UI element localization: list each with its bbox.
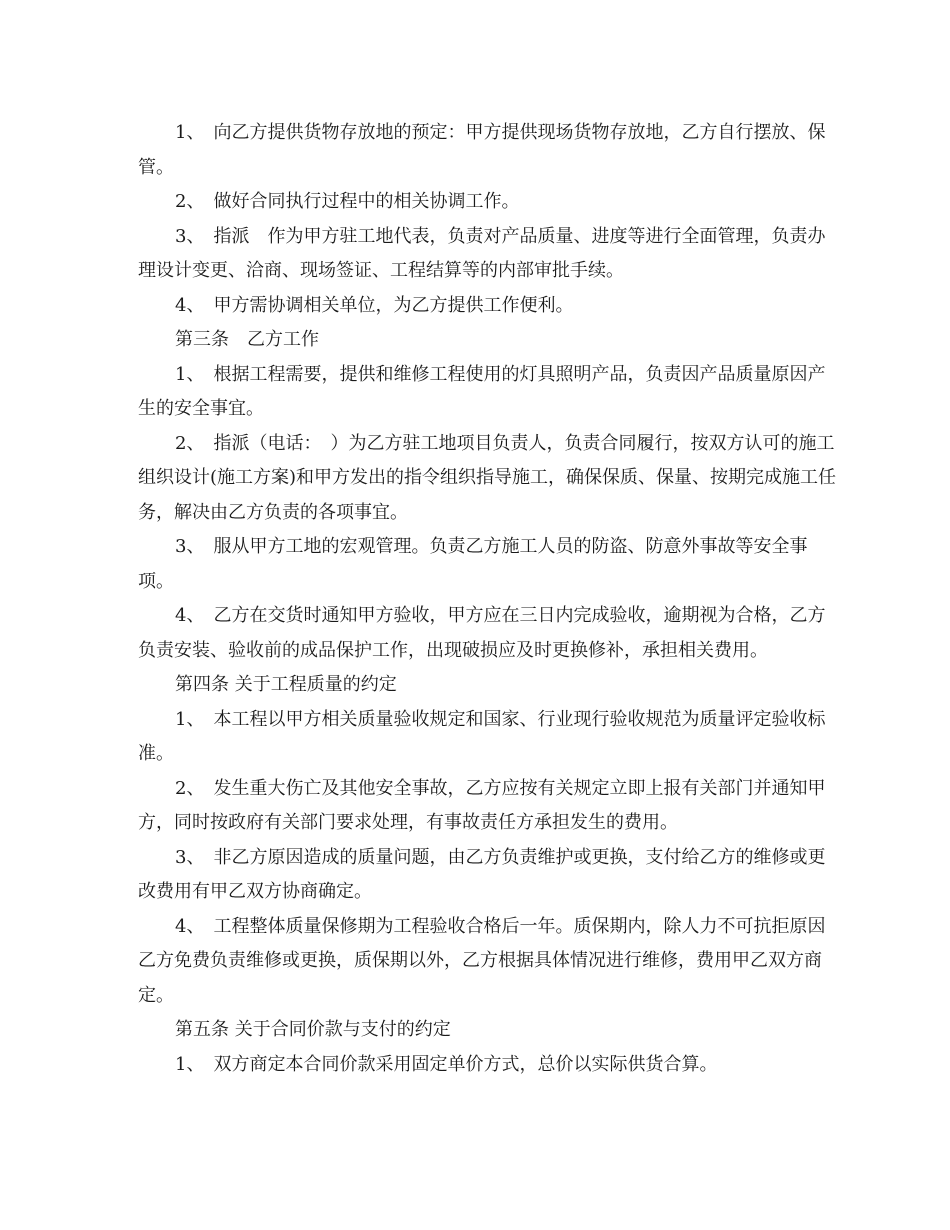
clause-paragraph: 1、 根据工程需要，提供和维修工程使用的灯具照明产品，负责因产品质量原因产生的安全事宜。 xyxy=(138,363,826,419)
section-heading: 第三条 乙方工作 xyxy=(175,329,319,350)
clause-paragraph: 2、 指派（电话： ）为乙方驻工地项目负责人，负责合同履行，按双方认可的施工组织设计(施工方案)和甲方发出的指令组织指导施工，确保保质、保量、按期完成施工任务，解决由乙方负责的各项事宜。 xyxy=(138,432,837,523)
clause-paragraph: 4、 乙方在交货时通知甲方验收，甲方应在三日内完成验收，逾期视为合格，乙方负责安装、验收前的成品保护工作，出现破损应及时更换修补，承担相关费用。 xyxy=(138,605,826,661)
section-heading: 第四条 关于工程质量的约定 xyxy=(175,674,397,695)
section-heading: 第五条 关于合同价款与支付的约定 xyxy=(175,1019,451,1040)
clause-paragraph: 4、 工程整体质量保修期为工程验收合格后一年。质保期内，除人力不可抗拒原因乙方免费负责维修或更换，质保期以外，乙方根据具体情况进行维修，费用甲乙双方商定。 xyxy=(138,915,826,1006)
clause-paragraph: 3、 非乙方原因造成的质量问题，由乙方负责维护或更换，支付给乙方的维修或更改费用有甲乙双方协商确定。 xyxy=(138,846,826,902)
clause-paragraph: 2、 做好合同执行过程中的相关协调工作。 xyxy=(175,191,520,212)
clause-paragraph: 3、 指派 作为甲方驻工地代表，负责对产品质量、进度等进行全面管理，负责办理设计变更、洽商、现场签证、工程结算等的内部审批手续。 xyxy=(138,225,826,281)
clause-paragraph: 4、 甲方需协调相关单位，为乙方提供工作便利。 xyxy=(175,294,574,316)
document-body xyxy=(138,116,838,1082)
clause-paragraph: 3、 服从甲方工地的宏观管理。负责乙方施工人员的防盗、防意外事故等安全事项。 xyxy=(138,536,808,592)
clause-paragraph: 2、 发生重大伤亡及其他安全事故，乙方应按有关规定立即上报有关部门并通知甲方，同时按政府有关部门要求处理，有事故责任方承担发生的费用。 xyxy=(138,777,826,833)
clause-paragraph: 1、 双方商定本合同价款采用固定单价方式，总价以实际供货合算。 xyxy=(175,1053,718,1075)
clause-paragraph: 1、 向乙方提供货物存放地的预定：甲方提供现场货物存放地，乙方自行摆放、保管。 xyxy=(138,122,826,178)
clause-paragraph: 1、 本工程以甲方相关质量验收规定和国家、行业现行验收规范为质量评定验收标准。 xyxy=(138,708,826,764)
